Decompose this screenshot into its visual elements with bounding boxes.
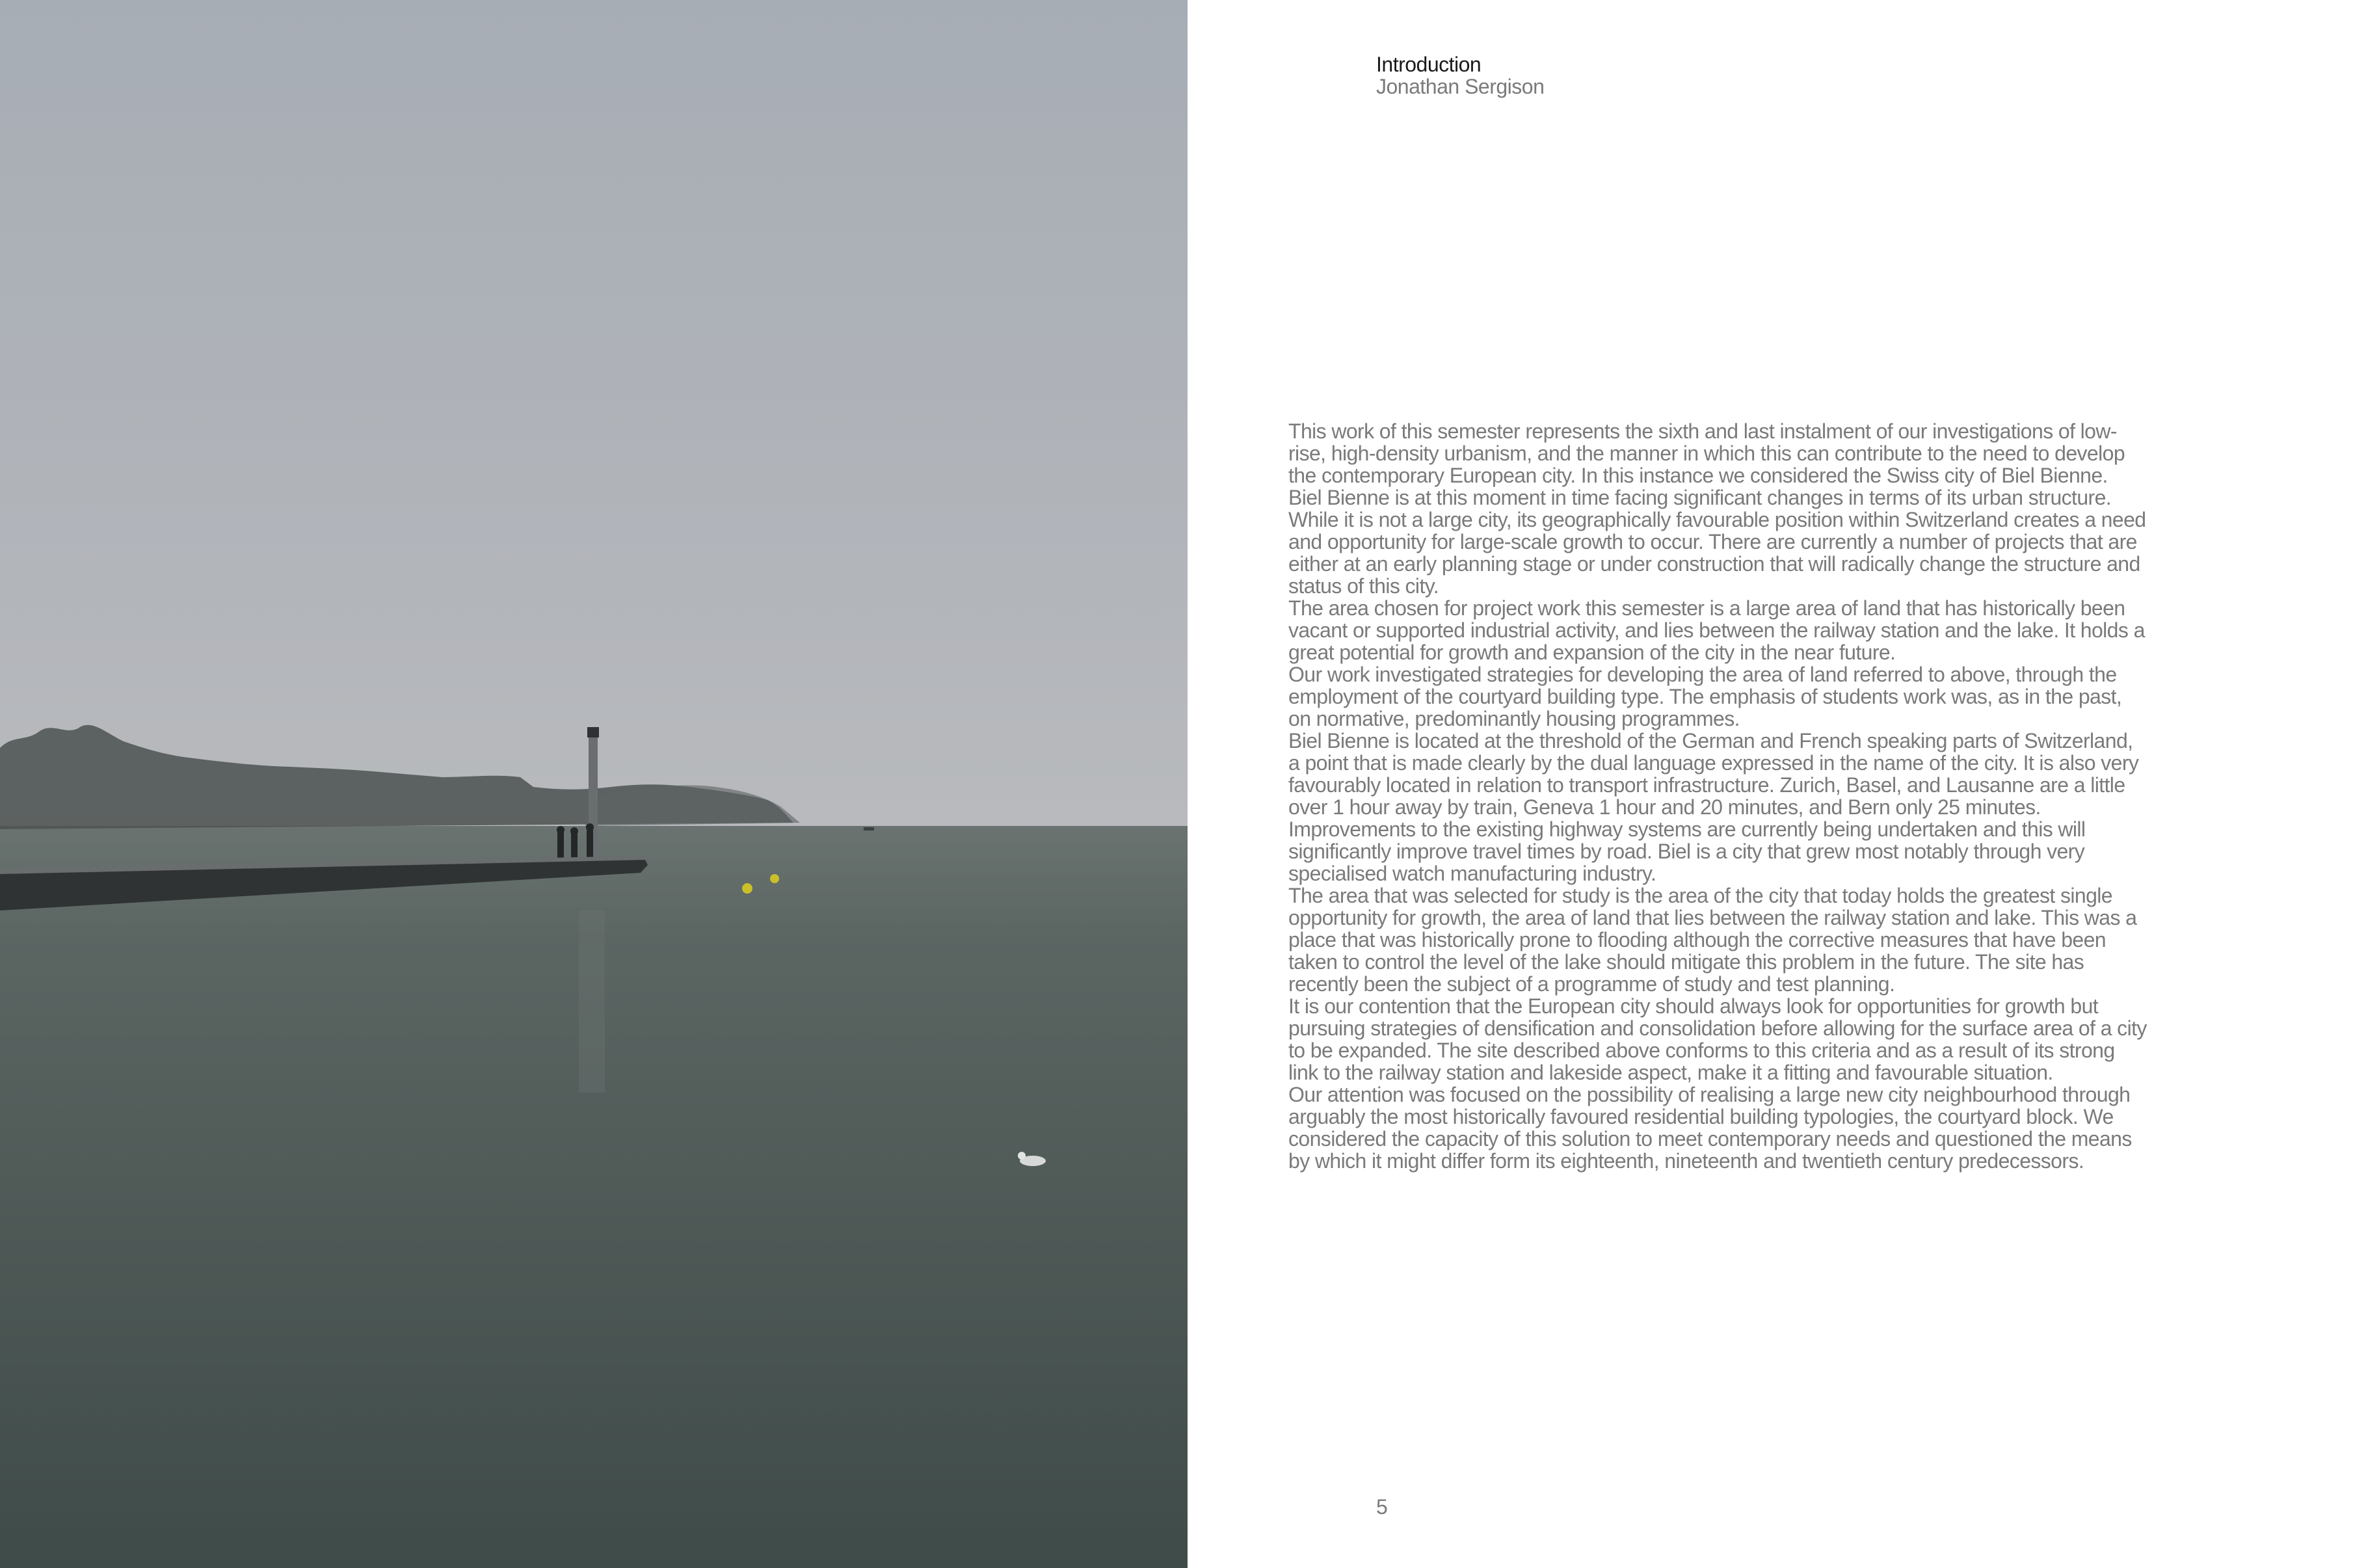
sky — [0, 0, 1188, 832]
gull-head — [1018, 1152, 1026, 1160]
paragraph: Our work investigated strategies for developing the area of land referred to above, through the employment of the courtyard building type. The emphasis of students work was, as in the past, on normative, predominantly housing programmes. — [1288, 663, 2122, 730]
paragraph: Biel Bienne is located at the threshold of the German and French speaking parts of Switzerland, a point that is made clearly by the dual language expressed in the name of the city. It is also very favourably located in relation to transport infrastructure. Zurich, Basel, and Lausanne are a little over 1 hour away by train, Geneva 1 hour and 20 minutes, and Bern only 25 minutes. Improvements to the existing highway systems are currently being undertaken and this will significantly improve travel times by road. Biel is a city that grew most notably through very specialised watch manufacturing industry. — [1288, 729, 2139, 885]
paragraph: It is our contention that the European city should always look for opportunities for growth but pursuing strategies of densification and consolidation before allowing for the surface area of a city to be expanded. The site described above conforms to this criteria and as a result of its strong link to the railway station and lakeside aspect, make it a fitting and favourable situation. — [1288, 994, 2147, 1084]
paragraph: The area that was selected for study is the area of the city that today holds the greatest single opportunity for growth, the area of land that lies between the railway station and lake. This was a place that was historically prone to flooding although the corrective measures that have been taken to control the level of the lake should mitigate this problem in the future. The site has recently been the subject of a programme of study and test planning. — [1288, 884, 2137, 996]
paragraph: This work of this semester represents the sixth and last instalment of our investigations of low-rise, high-density urbanism, and the manner in which this can contribute to the need to develop the contemporary European city. In this instance we considered the Swiss city of Biel Bienne. — [1288, 419, 2125, 487]
author-name: Jonathan Sergison — [1376, 75, 1545, 98]
paragraph: Biel Bienne is at this moment in time facing significant changes in terms of its urban structure. While it is not a large city, its geographically favourable position within Switzerland creates a need and opportunity for large-scale growth to occur. There are currently a number of projects that are either at an early planning stage or under construction that will radically change the structure and status of this city. — [1288, 486, 2146, 598]
text-page — [1188, 0, 2366, 1568]
section-title: Introduction — [1376, 53, 1482, 76]
heading-block — [1376, 53, 1544, 98]
lamp-post-top — [587, 727, 599, 737]
paragraph: The area chosen for project work this semester is a large area of land that has historically been vacant or supported industrial activity, and lies between the railway station and the lake. It holds a great potential for growth and expansion of the city in the near future. — [1288, 596, 2145, 664]
people-silhouettes — [557, 823, 594, 858]
paragraph: Our attention was focused on the possibility of realising a large new city neighbourhood through arguably the most historically favoured residential building typologies, the courtyard block. We considered the capacity of this solution to meet contemporary needs and questioned the means by which it might differ form its eighteenth, nineteenth and twentieth century predecessors. — [1288, 1083, 2132, 1173]
buoy — [770, 874, 779, 883]
body-text — [1288, 420, 2147, 1172]
pier-reflection — [579, 910, 605, 1093]
buoy — [742, 883, 752, 894]
page-number: 5 — [1376, 1495, 1388, 1519]
distant-boat — [864, 827, 874, 831]
